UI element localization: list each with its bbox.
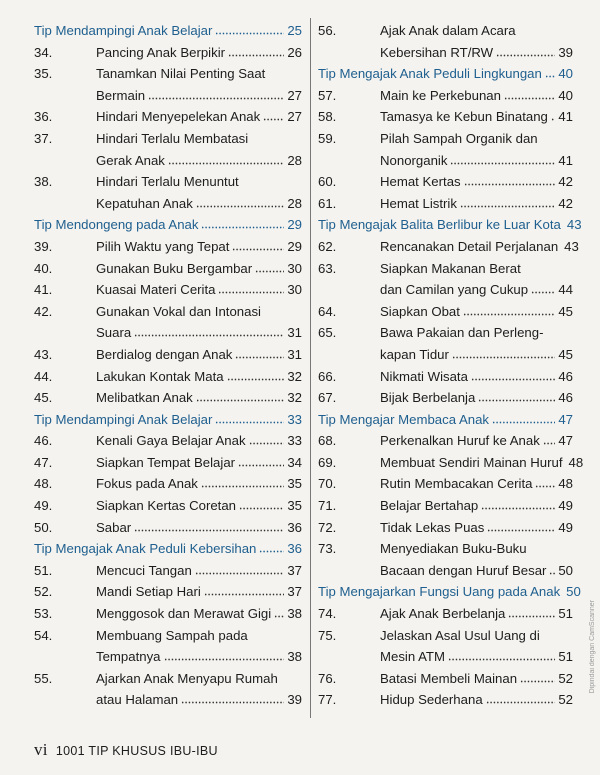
toc-page-number: 36 [287, 519, 302, 535]
toc-entry-title: Membuat Sendiri Mainan Huruf [380, 454, 563, 470]
toc-entry [34, 236, 302, 258]
toc-page-number: 27 [287, 87, 302, 103]
toc-entry-title: Lakukan Kontak Mata [96, 368, 224, 384]
dot-leader [227, 367, 285, 381]
toc-entry [318, 366, 573, 388]
toc-entry-number: 65. [318, 325, 337, 341]
toc-entry [34, 106, 302, 128]
dot-leader [239, 496, 284, 510]
section-title: Tip Mendampingi Anak Belajar [34, 23, 213, 38]
dot-leader [520, 669, 555, 683]
dot-leader [450, 151, 555, 165]
toc-page-number: 37 [287, 562, 302, 578]
dot-leader [215, 21, 284, 35]
toc-entry-title: Hemat Listrik [380, 195, 457, 211]
toc-page-number: 29 [287, 238, 302, 254]
toc-entry-number: 37. [34, 130, 53, 146]
dot-leader [201, 474, 284, 488]
dot-leader [201, 215, 284, 229]
toc-page-number: 46 [558, 390, 573, 406]
toc-entry [34, 366, 302, 388]
toc-entry [34, 473, 302, 495]
dot-leader [463, 302, 555, 316]
dot-leader [549, 561, 555, 575]
toc-entry-title: Jelaskan Asal Usul Uang di [380, 627, 540, 643]
toc-entry-number: 38. [34, 174, 53, 190]
toc-page-number: 31 [287, 325, 302, 341]
toc-entry [34, 258, 302, 280]
toc-entry [34, 344, 302, 366]
toc-entry-title: Rencanakan Detail Perjalanan [380, 238, 559, 254]
toc-entry-title: Ajak Anak dalam Acara [380, 23, 516, 38]
toc-entry [34, 171, 302, 193]
dot-leader [492, 410, 555, 424]
toc-entry [318, 473, 573, 495]
toc-entry-title: Gunakan Buku Bergambar [96, 260, 253, 276]
toc-page-number: 33 [287, 433, 302, 449]
toc-right-column [318, 20, 584, 711]
dot-leader [478, 388, 555, 402]
toc-entry-title: Hindari Terlalu Menuntut [96, 174, 239, 190]
toc-entry-number: 62. [318, 238, 337, 254]
toc-entry-title: atau Halaman [96, 692, 179, 708]
toc-entry [318, 171, 573, 193]
toc-entry-number: 44. [34, 368, 53, 384]
toc-entry-title: Kenali Gaya Belajar Anak [96, 433, 246, 449]
toc-page-number: 48 [558, 476, 573, 492]
toc-page-number: 45 [558, 346, 573, 362]
toc-page-number: 44 [558, 282, 573, 298]
toc-entry-number: 39. [34, 238, 53, 254]
toc-page-number: 42 [558, 174, 573, 190]
toc-page-number: 32 [287, 390, 302, 406]
toc-page-number: 43 [566, 217, 582, 233]
toc-entry-title: Gerak Anak [96, 152, 165, 168]
toc-entry-number: 64. [318, 303, 337, 319]
toc-entry [34, 603, 302, 625]
toc-page-number: 46 [558, 368, 573, 384]
toc-entry [34, 279, 302, 301]
toc-entry-title: Fokus pada Anak [96, 476, 198, 492]
dot-leader [508, 604, 555, 618]
section-title: Tip Mengajak Anak Peduli Kebersihan [34, 541, 257, 557]
toc-entry-title: Bijak Berbelanja [380, 390, 476, 406]
dot-leader [134, 518, 284, 532]
dot-leader [134, 323, 284, 337]
toc-entry-title: Hemat Kertas [380, 174, 461, 190]
toc-entry [318, 689, 573, 711]
book-title: 1001 TIP KHUSUS IBU-IBU [55, 744, 218, 758]
dot-leader [228, 43, 284, 57]
toc-page-number: 49 [558, 498, 573, 514]
toc-entry-continuation [34, 193, 302, 215]
toc-page-number: 33 [287, 411, 302, 427]
toc-page-number: 31 [287, 346, 302, 362]
toc-entry [34, 387, 302, 409]
toc-entry-title: Perkenalkan Huruf ke Anak [380, 433, 540, 449]
toc-page-number: 43 [564, 238, 579, 254]
dot-leader [452, 345, 555, 359]
toc-page-number: 50 [558, 562, 573, 578]
toc-entry-number: 54. [34, 627, 53, 643]
toc-entry [318, 236, 579, 258]
toc-page-number: 25 [287, 23, 302, 38]
toc-entry [318, 538, 573, 560]
toc-entry-number: 73. [318, 541, 337, 557]
toc-entry-title: Pilih Waktu yang Tepat [96, 238, 230, 254]
dot-leader [263, 107, 284, 121]
toc-entry-continuation [318, 560, 573, 582]
toc-page-number: 34 [287, 454, 302, 470]
toc-entry [34, 560, 302, 582]
toc-entry [34, 517, 302, 539]
toc-section-heading [34, 409, 302, 431]
toc-entry-number: 60. [318, 174, 337, 190]
toc-entry-title: Pilah Sampah Organik dan [380, 130, 538, 146]
toc-entry-continuation [318, 150, 573, 172]
toc-entry-number: 40. [34, 260, 53, 276]
toc-entry-title: dan Camilan yang Cukup [380, 282, 529, 298]
toc-entry-title: Ajak Anak Berbelanja [380, 606, 506, 622]
section-title: Tip Mengajak Balita Berlibur ke Luar Kota [318, 217, 561, 233]
toc-entry-title: Siapkan Tempat Belajar [96, 454, 236, 470]
toc-page-number: 41 [558, 152, 573, 168]
dot-leader [164, 647, 285, 661]
toc-entry-title: Tanamkan Nilai Penting Saat [96, 66, 266, 82]
toc-entry-title: Bermain [96, 87, 146, 103]
toc-page-number: 45 [558, 303, 573, 319]
toc-entry-number: 51. [34, 562, 53, 578]
toc-section-heading [318, 214, 582, 236]
toc-page-number: 36 [287, 541, 302, 557]
toc-entry [318, 517, 573, 539]
dot-leader [486, 690, 556, 704]
toc-entry-number: 71. [318, 498, 337, 514]
toc-entry-number: 50. [34, 519, 53, 535]
toc-entry [34, 668, 302, 690]
toc-entry-title: Batasi Membeli Mainan [380, 670, 518, 686]
toc-entry-title: Belajar Bertahap [380, 498, 479, 514]
toc-entry-title: Hindari Menyepelekan Anak [96, 109, 261, 125]
toc-entry [34, 495, 302, 517]
toc-section-heading [318, 581, 581, 603]
toc-entry-number: 57. [318, 87, 337, 103]
toc-entry-number: 63. [318, 260, 337, 276]
toc-section-heading [318, 409, 573, 431]
toc-section-heading [34, 538, 302, 560]
toc-entry-number: 58. [318, 109, 337, 125]
toc-page-number: 35 [287, 498, 302, 514]
column-divider [310, 18, 311, 718]
dot-leader [487, 518, 555, 532]
toc-entry-number: 52. [34, 584, 53, 600]
toc-section-heading [34, 214, 302, 236]
toc-page-number: 42 [558, 195, 573, 211]
toc-entry [318, 193, 573, 215]
toc-entry-title: Kebersihan RT/RW [380, 44, 494, 60]
toc-entry-title: Kuasai Materi Cerita [96, 282, 216, 298]
dot-leader [238, 453, 284, 467]
dot-leader [181, 690, 284, 704]
toc-page-number: 52 [558, 670, 573, 686]
dot-leader [535, 474, 555, 488]
dot-leader [148, 86, 284, 100]
toc-page-number: 38 [287, 606, 302, 622]
toc-entry-title: Bawa Pakaian dan Perleng- [380, 325, 544, 341]
dot-leader [196, 388, 285, 402]
dot-leader [551, 107, 555, 121]
toc-entry-title: Pancing Anak Berpikir [96, 44, 226, 60]
toc-entry-number: 49. [34, 498, 53, 514]
toc-page-number: 38 [287, 649, 302, 665]
toc-entry-title: Main ke Perkebunan [380, 87, 501, 103]
toc-page-number: 50 [566, 584, 581, 600]
section-title: Tip Mengajar Membaca Anak [318, 411, 490, 427]
toc-entry-number: 41. [34, 282, 53, 298]
dot-leader [504, 86, 555, 100]
toc-page-number: 41 [558, 109, 573, 125]
toc-entry-number: 67. [318, 390, 337, 406]
toc-page-number: 47 [558, 411, 573, 427]
dot-leader [218, 280, 284, 294]
toc-page-number: 40 [558, 66, 573, 82]
toc-entry [34, 301, 302, 323]
toc-entry-title: Mandi Setiap Hari [96, 584, 201, 600]
section-title: Tip Mengajak Anak Peduli Lingkungan [318, 66, 542, 82]
toc-entry-title: Melibatkan Anak [96, 390, 193, 406]
toc-entry [318, 301, 573, 323]
toc-entry [318, 625, 573, 647]
toc-entry-continuation [318, 646, 573, 668]
toc-page-number: 40 [558, 87, 573, 103]
toc-page-number: 47 [558, 433, 573, 449]
dot-leader [215, 410, 284, 424]
dot-leader [255, 259, 284, 273]
toc-entry-title: Mencuci Tangan [96, 562, 192, 578]
toc-entry [34, 128, 302, 150]
dot-leader [496, 43, 555, 57]
toc-entry-number: 69. [318, 454, 337, 470]
toc-page-number: 51 [558, 606, 573, 622]
dot-leader [543, 431, 556, 445]
toc-entry-title: Tamasya ke Kebun Binatang [380, 109, 548, 125]
toc-entry-title: Suara [96, 325, 132, 341]
toc-entry-number: 53. [34, 606, 53, 622]
toc-entry-number: 55. [34, 670, 53, 686]
toc-entry-number: 45. [34, 390, 53, 406]
toc-page-number: 32 [287, 368, 302, 384]
toc-page-number: 39 [287, 692, 302, 708]
toc-page-number: 49 [558, 519, 573, 535]
toc-page-number: 39 [558, 44, 573, 60]
toc-entry [34, 625, 302, 647]
toc-entry-continuation [34, 150, 302, 172]
toc-entry-number: 72. [318, 519, 337, 535]
toc-entry-title: Nikmati Wisata [380, 368, 468, 384]
dot-leader [531, 280, 555, 294]
toc-entry-title: Menyediakan Buku-Buku [380, 541, 527, 557]
toc-entry [318, 668, 573, 690]
dot-leader [274, 604, 284, 618]
toc-entry-title: Siapkan Kertas Coretan [96, 498, 237, 514]
toc-page-number: 37 [287, 584, 302, 600]
dot-leader [249, 431, 285, 445]
toc-entry-number: 68. [318, 433, 337, 449]
toc-entry-title: Mesin ATM [380, 649, 445, 665]
dot-leader [232, 237, 284, 251]
toc-entry-number: 36. [34, 109, 53, 125]
toc-page-number: 28 [287, 152, 302, 168]
toc-entry-number: 61. [318, 195, 337, 211]
toc-entry [318, 258, 573, 280]
toc-entry-number: 77. [318, 692, 337, 708]
toc-page-number: 30 [287, 282, 302, 298]
toc-entry-title: Tempatnya [96, 649, 161, 665]
toc-entry-number: 56. [318, 23, 337, 38]
dot-leader [204, 582, 285, 596]
toc-entry [34, 452, 302, 474]
dot-leader [259, 539, 284, 553]
toc-page-number: 29 [287, 217, 302, 233]
toc-entry [318, 322, 573, 344]
toc-entry-number: 48. [34, 476, 53, 492]
dot-leader [464, 172, 556, 186]
toc-left-column [34, 20, 302, 711]
toc-entry [318, 85, 573, 107]
toc-entry-title: Bacaan dengan Huruf Besar [380, 562, 547, 578]
toc-page-number: 51 [558, 649, 573, 665]
toc-entry-continuation [34, 689, 302, 711]
toc-entry-number: 35. [34, 66, 53, 82]
toc-page-number: 28 [287, 195, 302, 211]
toc-entry [318, 603, 573, 625]
scanner-watermark: Dipindai dengan CamScanner [589, 600, 596, 694]
toc-page-number: 26 [287, 44, 302, 60]
toc-entry-title: Berdialog dengan Anak [96, 346, 233, 362]
section-title: Tip Mengajarkan Fungsi Uang pada Anak [318, 584, 561, 600]
toc-entry-number: 43. [34, 346, 53, 362]
dot-leader [448, 647, 555, 661]
toc-entry-title: Membuang Sampah pada [96, 627, 248, 643]
page-footer [34, 740, 218, 760]
toc-entry-title: Nonorganik [380, 152, 448, 168]
toc-entry-number: 42. [34, 303, 53, 319]
page-number: vi [34, 740, 48, 759]
toc-entry-number: 76. [318, 670, 337, 686]
dot-leader [471, 367, 555, 381]
toc-page-number: 35 [287, 476, 302, 492]
toc-entry-number: 59. [318, 130, 337, 146]
toc-entry-title: Rutin Membacakan Cerita [380, 476, 533, 492]
dot-leader [481, 496, 555, 510]
toc-entry-title: Gunakan Vokal dan Intonasi [96, 303, 261, 319]
dot-leader [196, 194, 285, 208]
toc-entry-title: Kepatuhan Anak [96, 195, 193, 211]
toc-entry [34, 430, 302, 452]
toc-page-number: 52 [558, 692, 573, 708]
toc-entry-title: Ajarkan Anak Menyapu Rumah [96, 670, 278, 686]
toc-entry-number: 34. [34, 44, 53, 60]
toc-entry [34, 581, 302, 603]
toc-entry-continuation [34, 322, 302, 344]
toc-entry-number: 47. [34, 454, 53, 470]
toc-page-number: 30 [287, 260, 302, 276]
toc-entry [318, 106, 573, 128]
toc-entry [318, 387, 573, 409]
dot-leader [460, 194, 555, 208]
section-title: Tip Mendongeng pada Anak [34, 217, 199, 233]
section-title: Tip Mendampingi Anak Belajar [34, 411, 213, 427]
toc-section-heading [318, 63, 573, 85]
toc-entry [318, 20, 573, 42]
toc-entry-continuation [34, 85, 302, 107]
toc-entry-continuation [318, 42, 573, 64]
toc-entry-title: Menggosok dan Merawat Gigi [96, 606, 272, 622]
toc-entry-continuation [318, 279, 573, 301]
toc-entry-title: Tidak Lekas Puas [380, 519, 485, 535]
toc-entry [318, 452, 584, 474]
toc-entry [34, 63, 302, 85]
toc-entry-continuation [34, 646, 302, 668]
toc-page-number: 48 [568, 454, 584, 470]
toc-entry-title: Hidup Sederhana [380, 692, 483, 708]
dot-leader [545, 64, 555, 78]
toc-entry-number: 70. [318, 476, 337, 492]
toc-entry [318, 430, 573, 452]
toc-entry [318, 495, 573, 517]
toc-entry-title: Hindari Terlalu Membatasi [96, 130, 249, 146]
dot-leader [168, 151, 284, 165]
toc-entry-continuation [318, 344, 573, 366]
toc-entry-title: Sabar [96, 519, 132, 535]
toc-entry [318, 128, 573, 150]
toc-page-number: 27 [287, 109, 302, 125]
toc-entry [34, 42, 302, 64]
toc-entry-number: 75. [318, 627, 337, 643]
dot-leader [235, 345, 284, 359]
toc-entry-number: 66. [318, 368, 337, 384]
dot-leader [195, 561, 285, 575]
toc-entry-title: Siapkan Obat [380, 303, 460, 319]
toc-section-heading [34, 20, 302, 42]
toc-entry-number: 46. [34, 433, 53, 449]
toc-entry-title: kapan Tidur [380, 346, 449, 362]
toc-entry-title: Siapkan Makanan Berat [380, 260, 521, 276]
toc-entry-number: 74. [318, 606, 337, 622]
